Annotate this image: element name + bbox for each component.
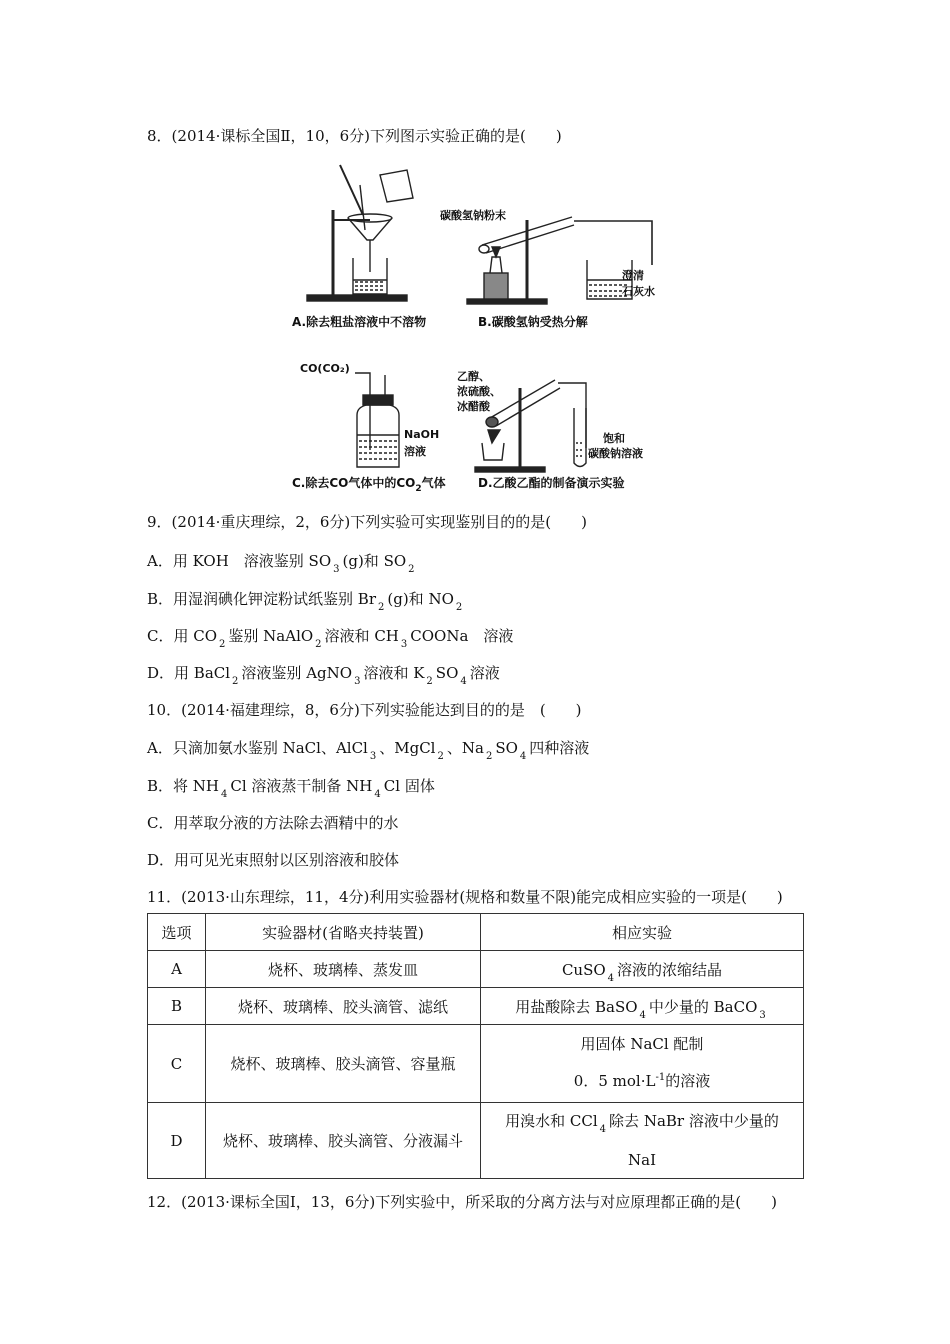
table-cell-equipment: 烧杯、玻璃棒、胶头滴管、分液漏斗: [206, 1103, 481, 1179]
q10-option-b: B．将 NH $_4$ Cl 溶液蒸干制备 NH $_4$ Cl 固体: [147, 777, 435, 800]
figure-d-label-reagent-3: 冰醋酸: [457, 400, 490, 413]
q9-stem: 9．(2014·重庆理综，2，6分)下列实验可实现鉴别目的的是( ): [147, 513, 587, 531]
table-cell-option: D: [148, 1103, 206, 1179]
q12-stem: 12．(2013·课标全国Ⅰ，13，6分)下列实验中，所采取的分离方法与对应原理都正确的是( ): [147, 1193, 777, 1211]
q11-stem: 11．(2013·山东理综，11，4分)利用实验器材(规格和数量不限)能完成相应实验的一项是( ): [147, 888, 783, 906]
table-cell-equipment: 烧杯、玻璃棒、胶头滴管、容量瓶: [206, 1025, 481, 1103]
figure-c-caption: C.除去CO气体中的$CO_2$气体: [292, 476, 446, 494]
table-row: [148, 951, 804, 988]
table-header-experiment: 相应实验: [481, 914, 804, 951]
q9-option-a: A．用 KOH 溶液鉴别 SO $_3$ (g)和 SO $_2$: [147, 552, 415, 575]
figure-b-label-lime-2: 石灰水: [622, 285, 655, 298]
table-cell-option: B: [148, 988, 206, 1025]
table-header-equipment: 实验器材(省略夹持装置): [206, 914, 481, 951]
figure-d-label-sat-1: 饱和: [603, 432, 625, 445]
table-cell-line: 用固体 NaCl 配制: [580, 1034, 704, 1053]
figure-d-label-sat-2: 碳酸钠溶液: [588, 447, 643, 460]
q8-stem: 8．(2014·课标全国Ⅱ，10，6分)下列图示实验正确的是( ): [147, 127, 562, 145]
table-row: [148, 1103, 804, 1179]
table-cell-experiment: CuSO $_4$ 溶液的浓缩结晶: [481, 951, 804, 988]
table-row: [148, 1025, 804, 1103]
figure-b-caption: B.碳酸氢钠受热分解: [478, 315, 588, 329]
figure-b-label-lime-1: 澄清: [622, 269, 644, 282]
table-header-row: [148, 914, 804, 951]
table-cell-line: 用溴水和 CCl $_4$ 除去 NaBr 溶液中少量的: [505, 1112, 779, 1135]
figure-d-label-reagent-1: 乙醇、: [457, 370, 490, 383]
q10-option-d: D．用可见光束照射以区别溶液和胶体: [147, 851, 400, 869]
table-cell-line: NaI: [628, 1151, 656, 1169]
q9-option-d: D．用 BaCl $_2$ 溶液鉴别 AgNO $_3$ 溶液和 K $_2$ SO $_4$ 溶液: [147, 664, 500, 687]
figure-d-label-reagent-2: 浓硫酸、: [457, 385, 501, 398]
figure-b-label-powder: 碳酸氢钠粉末: [440, 209, 506, 222]
q10-option-c: C．用萃取分液的方法除去酒精中的水: [147, 814, 399, 832]
figure-a-filtration: [295, 160, 435, 305]
table-cell-experiment: [481, 1025, 804, 1103]
q9-option-c: C．用 CO $_2$ 鉴别 NaAlO $_2$ 溶液和 CH $_3$ COONa 溶液: [147, 627, 514, 650]
q11-table: [147, 913, 804, 1179]
q10-stem: 10．(2014·福建理综，8，6分)下列实验能达到目的的是 ( ): [147, 701, 582, 719]
figure-c-label-naoh-2: 溶液: [404, 445, 426, 458]
table-row: [148, 988, 804, 1025]
figure-c-label-gas: CO(CO₂): [300, 362, 350, 375]
table-cell-equipment: 烧杯、玻璃棒、胶头滴管、滤纸: [206, 988, 481, 1025]
figure-a-caption: A.除去粗盐溶液中不溶物: [292, 315, 427, 329]
figure-c-label-naoh-1: NaOH: [404, 428, 440, 441]
table-cell-experiment: 用盐酸除去 BaSO $_4$ 中少量的 BaCO $_3$: [481, 988, 804, 1025]
q10-option-a: A．只滴加氨水鉴别 NaCl、AlCl $_3$ 、MgCl $_2$ 、Na $_2$ SO $_4$ 四种溶液: [147, 739, 590, 762]
table-cell-option: A: [148, 951, 206, 988]
table-cell-line: 0．5 $mol\cdot L^{-1}$的溶液: [573, 1071, 711, 1090]
table-header-option: 选项: [148, 914, 206, 951]
table-cell-option: C: [148, 1025, 206, 1103]
figure-d-caption: D.乙酸乙酯的制备演示实验: [478, 476, 625, 490]
table-cell-equipment: 烧杯、玻璃棒、蒸发皿: [206, 951, 481, 988]
table-cell-experiment: [481, 1103, 804, 1179]
q9-option-b: B．用湿润碘化钾淀粉试纸鉴别 Br $_2$ (g)和 NO $_2$: [147, 590, 463, 613]
